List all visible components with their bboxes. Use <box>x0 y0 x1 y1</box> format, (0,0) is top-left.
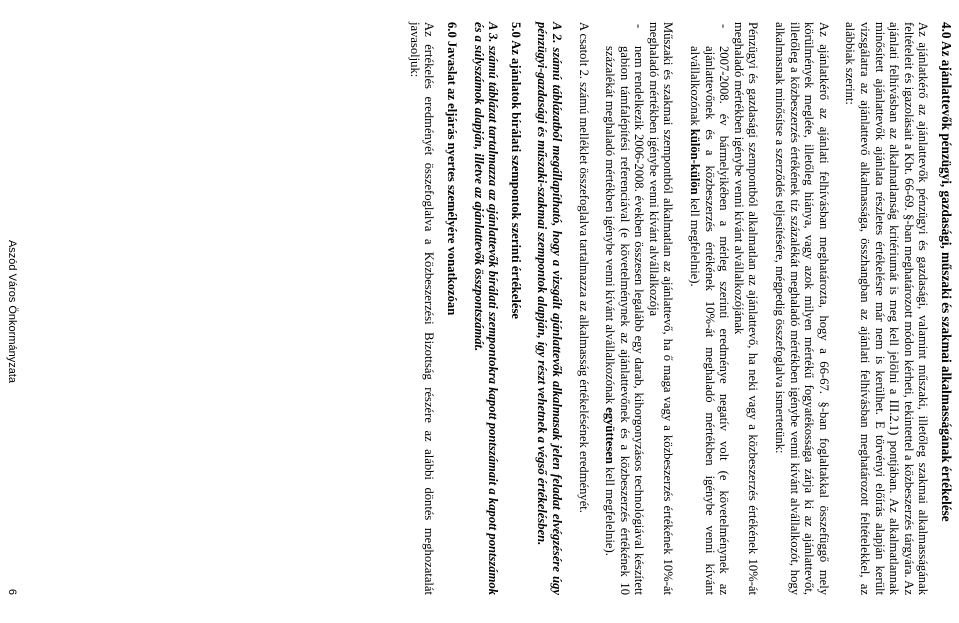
paragraph-financial-criteria: Pénzügyi és gazdasági szempontból alkalmatlan az ajánlattevő, ha neki vagy a közbeszerzés értékének 10%-át meghaladó mértékben igénybe venni kívánt alvállalkozójának <box>731 22 761 595</box>
bullet-financial <box>688 22 732 595</box>
bullet-financial-text-b: kell megfelelnie). <box>688 194 703 287</box>
paragraph-attachment-2: A csatolt 2. számú melléklet összefoglalva tartalmazza az alkalmasság értékelésének eredményét. <box>576 22 591 513</box>
paragraph-technical-criteria: Műszaki és szakmai szempontból alkalmatlan az ajánlattevő, ha ő maga vagy a közbeszerzés értékének 10%-át meghaladó mértékben igénybe venni kívánt alvállalkozója <box>646 22 676 595</box>
bullet-technical <box>603 22 647 595</box>
bullet-dash: - <box>717 24 732 29</box>
page-number: 6 <box>5 588 18 595</box>
bullet-dash: - <box>632 24 647 29</box>
bullet-technical-text-a: nem rendelkezik 2006-2008. években összesen legalább egy darab, kihorgonyzásos technológiával készített gabion támfalépítési referenciával (e követelménynek az ajánlattevőnek és a közbeszerzés értékének 10 százalékát meghaladó mértékben igénybe venni kívánt alvállalkozónak <box>603 46 647 595</box>
section-heading-6: 6.0 Javaslat az eljárás nyertes személyére vonatkozóan <box>444 22 459 316</box>
bullet-technical-text <box>603 46 647 595</box>
bullet-technical-text-b: kell megfelelnie). <box>603 463 618 556</box>
section-heading-4: 4.0 Az ajánlattevők pénzügyi, gazdasági, műszaki és szakmai alkalmasságának értékelése <box>939 22 954 522</box>
bullet-financial-text <box>688 46 732 595</box>
paragraph-4-1: Az ajánlatkérő az ajánlattevők pénzügyi és gazdasági, valamint műszaki, illetőleg szakmai alkalmasságának feltételeit és igazolásait a Kbt. 66-69. §-ban meghatározott módon kérheti, tekintettel a közbeszerzés tárgyára. Az ajánlati felhívásban az alkalmatlanság kritériumát is meg kell jelölni a III.2.1) pontjában. Az alkalmatlannak minősített ajánlattevők ajánlata részletes értékelésre már nem is kerülhet. E törvényi előírás alapján került vizsgálatra az ajánlattevő alkalmassága, összhangban az ajánlati felhívásban meghatározott feltételekkel, az alábbiak szerint: <box>843 22 931 595</box>
paragraph-table-3: A 3. számú táblázat tartalmazza az ajánlattevők bírálati szempontokra kapott pontszámait a kapott pontszámok és a súlyszámok alapján, illetve az ajánlattevők összpontszámát. <box>471 22 501 595</box>
paragraph-recommendation: Az értékelés eredményét összefoglalva a Közbeszerzési Bizottság részére az alábbi döntés meghozatalát javasoljuk: <box>407 22 437 595</box>
bullet-financial-text-a: 2007-2008. év bármelyikében a mérleg szerinti eredménye negatív volt (e követelménynek az ajánlattevőnek és a közbeszerzés értékének 10%-át meghaladó mértékben igénybe venni kívánt alvállalkozónak <box>688 46 732 595</box>
paragraph-table-2-conclusion: A 2. számú táblázatból megállapítható, hogy a vizsgált ajánlattevők alkalmasak jelen feladat elvégzésére úgy pénzügyi-gazdasági és műszaki-szakmai szempontok alapján, így részt vehetnek a végső értékelésben. <box>535 22 564 595</box>
bullet-financial-bold: külön-külön <box>688 128 703 195</box>
bullet-technical-bold: együttesen <box>603 407 618 464</box>
paragraph-4-2: Az ajánlatkérő az ajánlati felhívásban meghatározta, hogy a 66-67. §-ban foglaltakkal összefüggő mely körülmények megléte, illetőleg hiánya, vagy azok milyen mértékű fogyatékossága zárja ki az ajánlattevőt, illetőleg a közbeszerzés értékének tíz százalékát meghaladó mértékben igénybe venni kívánt alvállalkozót, hogy alkalmasnak minősítse a szerződés teljesítésére, mégpedig összefoglalva ismertetünk: <box>773 22 831 595</box>
section-heading-5: 5.0 Az ajánlatok bírálati szempontok szerinti értékelése <box>508 22 523 319</box>
page-footer: Aszód Város Önkormányzata <box>5 239 18 384</box>
